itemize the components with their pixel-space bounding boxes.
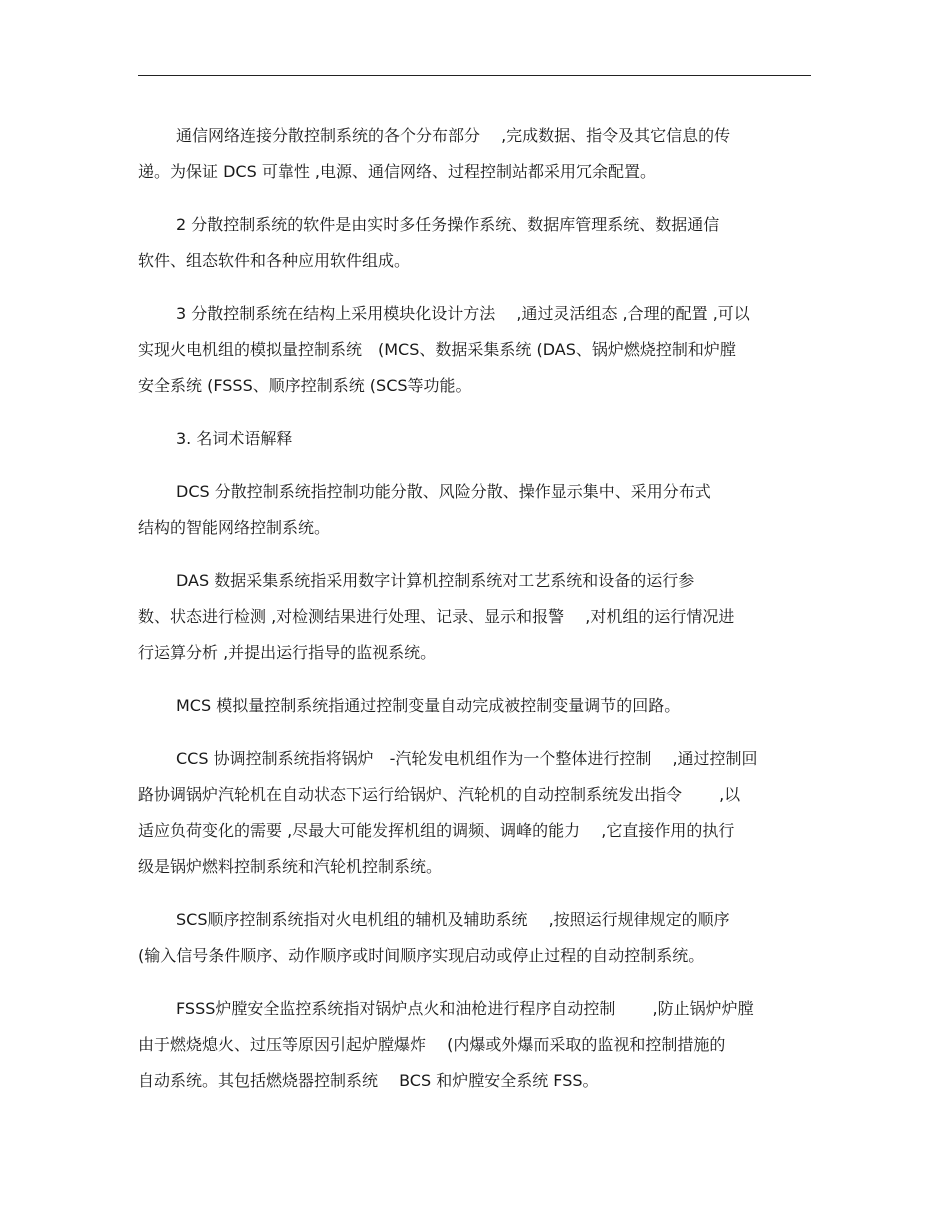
- paragraph-ccs: [138, 741, 803, 885]
- paragraph-software: [138, 207, 803, 279]
- document-body: [138, 118, 803, 1116]
- text-line: MCS 模拟量控制系统指通过控制变量自动完成被控制变量调节的回路。: [176, 696, 681, 715]
- text-line: 由于燃烧熄火、过压等原因引起炉膛爆炸 (内爆或外爆而采取的监视和控制措施的: [138, 1035, 726, 1054]
- paragraph-fsss: [138, 991, 803, 1099]
- text-line: 路协调锅炉汽轮机在自动状态下运行给锅炉、汽轮机的自动控制系统发出指令 ,以: [138, 785, 741, 804]
- text-line: FSSS炉膛安全监控系统指对锅炉点火和油枪进行程序自动控制 ,防止锅炉炉膛: [176, 999, 754, 1018]
- text-line: SCS顺序控制系统指对火电机组的辅机及辅助系统 ,按照运行规律规定的顺序: [176, 910, 730, 929]
- text-line: 安全系统 (FSSS、顺序控制系统 (SCS等功能。: [138, 376, 472, 395]
- text-line: 数、状态进行检测 ,对检测结果进行处理、记录、显示和报警 ,对机组的运行情况进: [138, 607, 735, 626]
- paragraph-network: [138, 118, 803, 190]
- header-rule: [138, 75, 811, 76]
- paragraph-dcs: [138, 474, 803, 546]
- text-line: 通信网络连接分散控制系统的各个分布部分 ,完成数据、指令及其它信息的传: [176, 126, 731, 145]
- paragraph-scs: [138, 902, 803, 974]
- text-line: 递。为保证 DCS 可靠性 ,电源、通信网络、过程控制站都采用冗余配置。: [138, 162, 656, 181]
- paragraph-mcs: [138, 688, 803, 724]
- section-heading-terms: [138, 421, 803, 457]
- text-line: CCS 协调控制系统指将锅炉 -汽轮发电机组作为一个整体进行控制 ,通过控制回: [176, 749, 758, 768]
- text-line: 级是锅炉燃料控制系统和汽轮机控制系统。: [138, 857, 443, 876]
- text-line: 自动系统。其包括燃烧器控制系统 BCS 和炉膛安全系统 FSS。: [138, 1071, 599, 1090]
- text-line: DAS 数据采集系统指采用数字计算机控制系统对工艺系统和设备的运行参: [176, 571, 695, 590]
- paragraph-modular-design: [138, 296, 803, 404]
- text-line: 3. 名词术语解释: [176, 429, 293, 448]
- text-line: (输入信号条件顺序、动作顺序或时间顺序实现启动或停止过程的自动控制系统。: [138, 946, 705, 965]
- text-line: 实现火电机组的模拟量控制系统 (MCS、数据采集系统 (DAS、锅炉燃烧控制和炉膛: [138, 340, 736, 359]
- text-line: 行运算分析 ,并提出运行指导的监视系统。: [138, 643, 437, 662]
- text-line: 软件、组态软件和各种应用软件组成。: [138, 251, 411, 270]
- text-line: 适应负荷变化的需要 ,尽最大可能发挥机组的调频、调峰的能力 ,它直接作用的执行: [138, 821, 735, 840]
- text-line: DCS 分散控制系统指控制功能分散、风险分散、操作显示集中、采用分布式: [176, 482, 711, 501]
- text-line: 3 分散控制系统在结构上采用模块化设计方法 ,通过灵活组态 ,合理的配置 ,可以: [176, 304, 750, 323]
- text-line: 结构的智能网络控制系统。: [138, 518, 331, 537]
- text-line: 2 分散控制系统的软件是由实时多任务操作系统、数据库管理系统、数据通信: [176, 215, 720, 234]
- paragraph-das: [138, 563, 803, 671]
